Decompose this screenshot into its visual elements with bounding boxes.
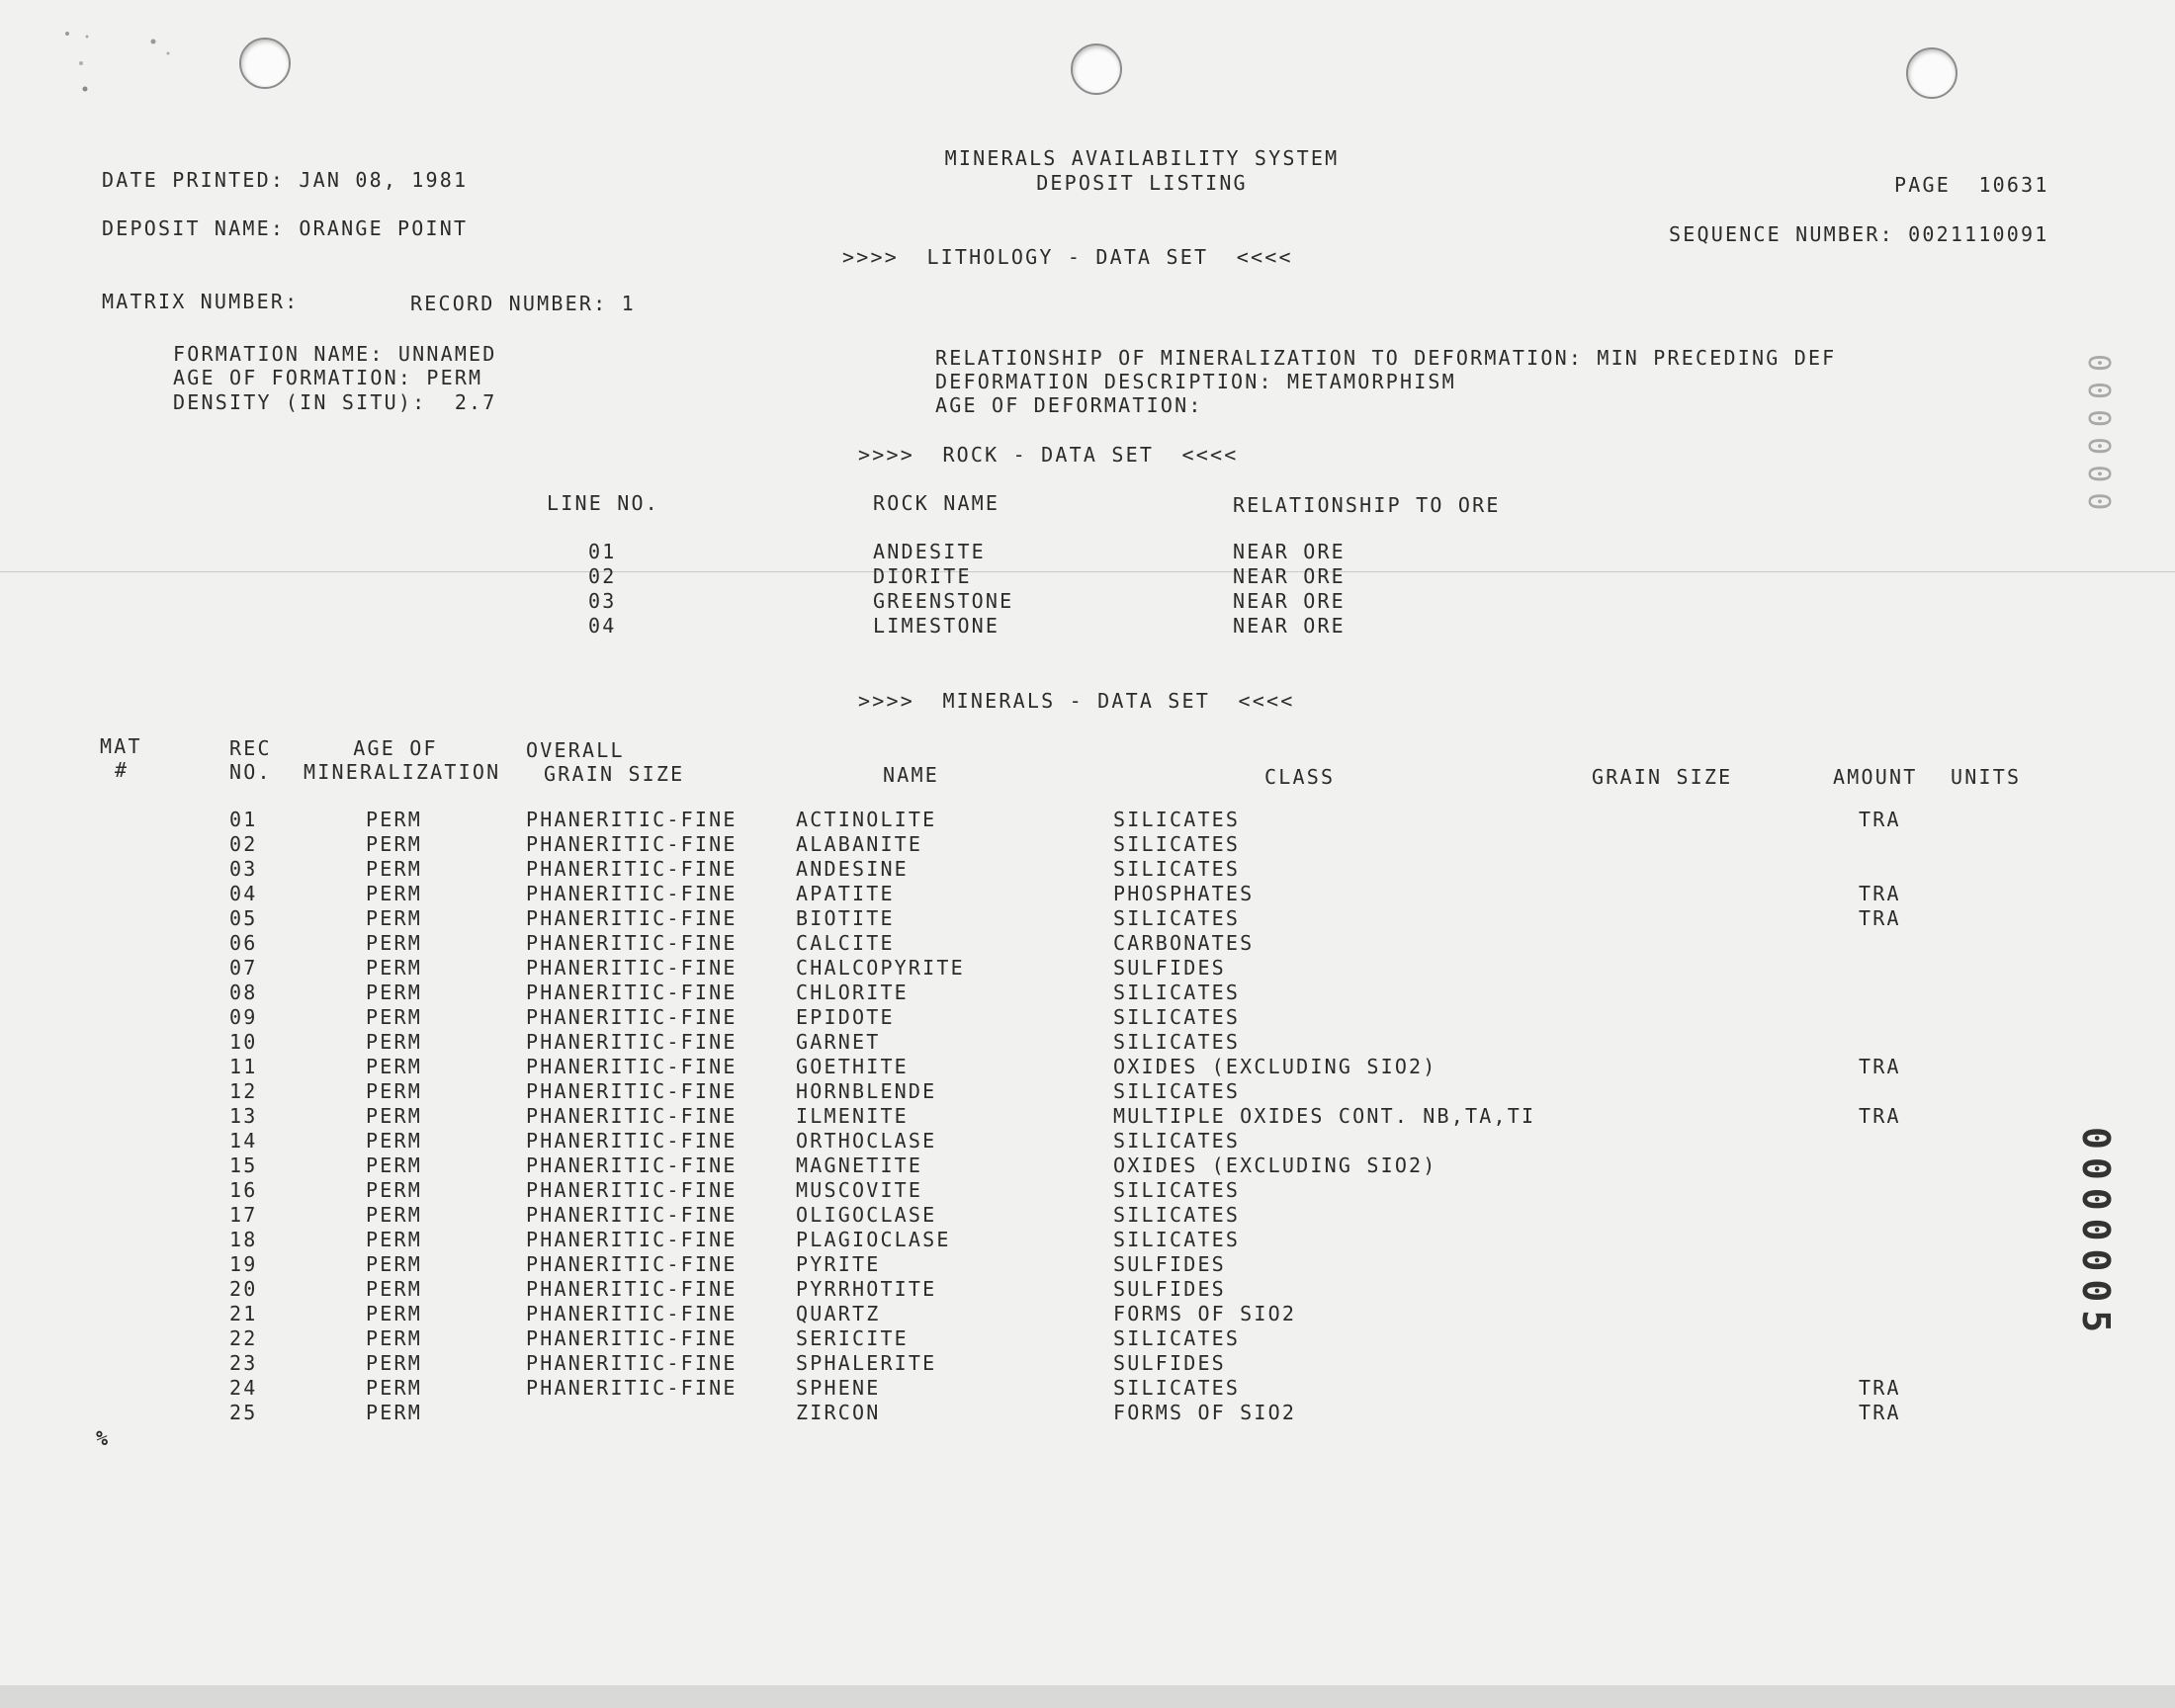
age-of-deformation: AGE OF DEFORMATION: — [935, 393, 1203, 417]
mineral-rec-no: 24 — [229, 1376, 258, 1400]
mineral-age: PERM — [366, 981, 422, 1004]
mineral-rec-no: 21 — [229, 1302, 258, 1325]
mineral-name: APATITE — [796, 882, 895, 905]
mineral-row — [0, 1153, 2175, 1178]
mineral-class: SULFIDES — [1113, 1277, 1226, 1301]
mineral-row — [0, 1228, 2175, 1252]
mineral-class: SILICATES — [1113, 981, 1241, 1004]
header-age-of: AGE OF — [353, 736, 438, 760]
rock-row — [0, 589, 2175, 614]
density: DENSITY (IN SITU): 2.7 — [173, 390, 497, 414]
mineral-class: SILICATES — [1113, 1376, 1241, 1400]
rock-header-relationship: RELATIONSHIP TO ORE — [1233, 493, 1501, 517]
mineral-age: PERM — [366, 1178, 422, 1202]
header-units: UNITS — [1951, 765, 2022, 789]
mineral-name: BIOTITE — [796, 906, 895, 930]
mineral-name: ILMENITE — [796, 1104, 909, 1128]
mineral-class: SILICATES — [1113, 1129, 1241, 1153]
header-amount: AMOUNT — [1833, 765, 1918, 789]
mineral-row — [0, 931, 2175, 956]
mineral-overall-grain: PHANERITIC-FINE — [526, 808, 738, 831]
mineral-class: OXIDES (EXCLUDING SIO2) — [1113, 1153, 1437, 1177]
rock-row — [0, 564, 2175, 589]
mineral-row — [0, 882, 2175, 906]
mineral-age: PERM — [366, 1376, 422, 1400]
mineral-row — [0, 906, 2175, 931]
mineral-overall-grain: PHANERITIC-FINE — [526, 1203, 738, 1227]
mineral-overall-grain: PHANERITIC-FINE — [526, 1005, 738, 1029]
mineral-row — [0, 1079, 2175, 1104]
mineral-overall-grain: PHANERITIC-FINE — [526, 1351, 738, 1375]
sequence-number: SEQUENCE NUMBER: 0021110091 — [1669, 222, 2049, 246]
mineral-row — [0, 1376, 2175, 1401]
mineral-rec-no: 04 — [229, 882, 258, 905]
mineral-name: ORTHOCLASE — [796, 1129, 937, 1153]
mineral-row — [0, 857, 2175, 882]
mineral-row — [0, 1252, 2175, 1277]
mineral-name: ZIRCON — [796, 1401, 881, 1424]
mineral-age: PERM — [366, 1252, 422, 1276]
mineral-overall-grain: PHANERITIC-FINE — [526, 931, 738, 955]
mineral-rec-no: 07 — [229, 956, 258, 980]
mineral-row — [0, 981, 2175, 1005]
mineral-rec-no: 16 — [229, 1178, 258, 1202]
record-number: RECORD NUMBER: 1 — [410, 292, 636, 315]
mineral-class: SILICATES — [1113, 906, 1241, 930]
minerals-section-title: >>>> MINERALS - DATA SET <<<< — [858, 689, 1295, 713]
mineral-amount: TRA — [1859, 808, 1901, 831]
mineral-name: ACTINOLITE — [796, 808, 937, 831]
mineral-age: PERM — [366, 1104, 422, 1128]
rock-header-rock-name: ROCK NAME — [873, 491, 1000, 515]
mineral-overall-grain: PHANERITIC-FINE — [526, 1129, 738, 1153]
header-class: CLASS — [1264, 765, 1336, 789]
rock-line-no: 01 — [588, 540, 617, 563]
mineral-overall-grain: PHANERITIC-FINE — [526, 1153, 738, 1177]
mineral-age: PERM — [366, 1005, 422, 1029]
mineral-name: MUSCOVITE — [796, 1178, 923, 1202]
mineral-rec-no: 22 — [229, 1326, 258, 1350]
mineral-row — [0, 1302, 2175, 1326]
mineral-overall-grain: PHANERITIC-FINE — [526, 956, 738, 980]
rock-relationship: NEAR ORE — [1233, 589, 1346, 613]
header-grain-size: GRAIN SIZE — [544, 762, 685, 786]
mineral-class: FORMS OF SIO2 — [1113, 1302, 1297, 1325]
mineral-amount: TRA — [1859, 906, 1901, 930]
mineral-rec-no: 15 — [229, 1153, 258, 1177]
header-overall: OVERALL — [526, 738, 625, 762]
film-frame-stamp-top — [2037, 354, 2120, 552]
rock-row — [0, 614, 2175, 639]
mineral-overall-grain: PHANERITIC-FINE — [526, 1055, 738, 1078]
mineral-row — [0, 832, 2175, 857]
mineral-age: PERM — [366, 832, 422, 856]
paper-specks — [59, 28, 178, 97]
mineral-age: PERM — [366, 1351, 422, 1375]
mineral-class: SILICATES — [1113, 1178, 1241, 1202]
mineral-row — [0, 1104, 2175, 1129]
mineral-name: ALABANITE — [796, 832, 923, 856]
mineral-class: SILICATES — [1113, 1326, 1241, 1350]
mineral-rec-no: 19 — [229, 1252, 258, 1276]
mineral-name: EPIDOTE — [796, 1005, 895, 1029]
mineral-class: SILICATES — [1113, 1030, 1241, 1054]
mineral-rec-no: 02 — [229, 832, 258, 856]
mineral-class: CARBONATES — [1113, 931, 1255, 955]
rock-row — [0, 540, 2175, 564]
header-grain-size-2: GRAIN SIZE — [1592, 765, 1733, 789]
mineral-age: PERM — [366, 931, 422, 955]
mineral-rec-no: 13 — [229, 1104, 258, 1128]
mineral-rec-no: 18 — [229, 1228, 258, 1251]
mineral-overall-grain: PHANERITIC-FINE — [526, 1302, 738, 1325]
mineral-name: CHLORITE — [796, 981, 909, 1004]
mineral-name: GOETHITE — [796, 1055, 909, 1078]
mineral-age: PERM — [366, 1203, 422, 1227]
mineral-row — [0, 1129, 2175, 1153]
binder-hole-center — [1071, 43, 1122, 95]
mineral-class: SILICATES — [1113, 832, 1241, 856]
mineral-name: PYRRHOTITE — [796, 1277, 937, 1301]
mineral-rec-no: 20 — [229, 1277, 258, 1301]
mineral-row — [0, 1401, 2175, 1425]
mineral-overall-grain: PHANERITIC-FINE — [526, 832, 738, 856]
mineral-row — [0, 1055, 2175, 1079]
mineral-age: PERM — [366, 1079, 422, 1103]
rock-name: DIORITE — [873, 564, 972, 588]
deposit-name: DEPOSIT NAME: ORANGE POINT — [102, 216, 469, 240]
header-rec: REC — [229, 736, 272, 760]
mineral-amount: TRA — [1859, 1376, 1901, 1400]
lithology-section-title: >>>> LITHOLOGY - DATA SET <<<< — [842, 245, 1293, 269]
rock-line-no: 02 — [588, 564, 617, 588]
mineral-overall-grain: PHANERITIC-FINE — [526, 1252, 738, 1276]
rock-header-line-no: LINE NO. — [547, 491, 659, 515]
mineral-class: FORMS OF SIO2 — [1113, 1401, 1297, 1424]
mineral-amount: TRA — [1859, 1104, 1901, 1128]
mineral-amount: TRA — [1859, 1401, 1901, 1424]
listing-title: DEPOSIT LISTING — [1036, 171, 1248, 195]
mineral-amount: TRA — [1859, 1055, 1901, 1078]
mineral-row — [0, 808, 2175, 832]
mineral-class: SILICATES — [1113, 1228, 1241, 1251]
mineral-overall-grain: PHANERITIC-FINE — [526, 857, 738, 881]
mineral-rec-no: 10 — [229, 1030, 258, 1054]
mineral-name: ANDESINE — [796, 857, 909, 881]
date-printed: DATE PRINTED: JAN 08, 1981 — [102, 168, 469, 192]
binder-hole-left — [239, 38, 291, 89]
mineral-rec-no: 23 — [229, 1351, 258, 1375]
mineral-name: PLAGIOCLASE — [796, 1228, 951, 1251]
mineral-row — [0, 1326, 2175, 1351]
mineral-age: PERM — [366, 1153, 422, 1177]
mineral-class: SULFIDES — [1113, 1252, 1226, 1276]
header-mineralization: MINERALIZATION — [304, 760, 501, 784]
mineral-rec-no: 17 — [229, 1203, 258, 1227]
mineral-age: PERM — [366, 1030, 422, 1054]
mineral-age: PERM — [366, 1401, 422, 1424]
mineral-name: HORNBLENDE — [796, 1079, 937, 1103]
mineral-rec-no: 12 — [229, 1079, 258, 1103]
mineral-rec-no: 08 — [229, 981, 258, 1004]
mineral-overall-grain: PHANERITIC-FINE — [526, 1030, 738, 1054]
mineral-class: SILICATES — [1113, 808, 1241, 831]
mineral-rec-no: 25 — [229, 1401, 258, 1424]
mineral-age: PERM — [366, 956, 422, 980]
mineral-class: OXIDES (EXCLUDING SIO2) — [1113, 1055, 1437, 1078]
stamp-bottom-digits: 0000005 — [2074, 1127, 2118, 1341]
mineral-age: PERM — [366, 1055, 422, 1078]
mineral-row — [0, 1277, 2175, 1302]
header-mat-hash: # — [115, 758, 130, 782]
rock-name: GREENSTONE — [873, 589, 1014, 613]
mineral-age: PERM — [366, 1228, 422, 1251]
rock-section-title: >>>> ROCK - DATA SET <<<< — [858, 443, 1239, 467]
mineral-name: SPHALERITE — [796, 1351, 937, 1375]
mineral-overall-grain: PHANERITIC-FINE — [526, 906, 738, 930]
mineral-rec-no: 14 — [229, 1129, 258, 1153]
mineral-class: SILICATES — [1113, 1005, 1241, 1029]
rock-relationship: NEAR ORE — [1233, 540, 1346, 563]
mineral-age: PERM — [366, 857, 422, 881]
matrix-number: MATRIX NUMBER: — [102, 290, 300, 313]
mineral-class: SILICATES — [1113, 1203, 1241, 1227]
stamp-top-digits: 000000 — [2081, 354, 2116, 521]
mineral-class: SULFIDES — [1113, 956, 1226, 980]
mineral-row — [0, 1005, 2175, 1030]
mineral-class: SILICATES — [1113, 857, 1241, 881]
mineral-rec-no: 05 — [229, 906, 258, 930]
formation-name: FORMATION NAME: UNNAMED — [173, 342, 497, 366]
mineral-row — [0, 956, 2175, 981]
mineralization-deformation-relationship: RELATIONSHIP OF MINERALIZATION TO DEFORMATION: MIN PRECEDING DEF — [935, 346, 1837, 370]
header-mat: MAT — [100, 734, 142, 758]
mineral-name: CHALCOPYRITE — [796, 956, 965, 980]
mineral-overall-grain: PHANERITIC-FINE — [526, 1104, 738, 1128]
mineral-age: PERM — [366, 1129, 422, 1153]
rock-name: ANDESITE — [873, 540, 986, 563]
mineral-name: OLIGOCLASE — [796, 1203, 937, 1227]
mineral-overall-grain: PHANERITIC-FINE — [526, 1178, 738, 1202]
mineral-rec-no: 06 — [229, 931, 258, 955]
mineral-rec-no: 09 — [229, 1005, 258, 1029]
rock-name: LIMESTONE — [873, 614, 1000, 638]
header-name: NAME — [883, 763, 939, 787]
mineral-row — [0, 1178, 2175, 1203]
header-rec-no: NO. — [229, 760, 272, 784]
rock-line-no: 04 — [588, 614, 617, 638]
mineral-name: SPHENE — [796, 1376, 881, 1400]
mineral-name: CALCITE — [796, 931, 895, 955]
mineral-overall-grain: PHANERITIC-FINE — [526, 1277, 738, 1301]
mineral-row — [0, 1203, 2175, 1228]
mineral-class: SULFIDES — [1113, 1351, 1226, 1375]
mineral-age: PERM — [366, 1326, 422, 1350]
mineral-amount: TRA — [1859, 882, 1901, 905]
mineral-name: GARNET — [796, 1030, 881, 1054]
mineral-class: PHOSPHATES — [1113, 882, 1255, 905]
mineral-overall-grain: PHANERITIC-FINE — [526, 1376, 738, 1400]
mineral-overall-grain: PHANERITIC-FINE — [526, 1228, 738, 1251]
scanner-edge-strip — [0, 1685, 2175, 1708]
mineral-name: SERICITE — [796, 1326, 909, 1350]
mineral-row — [0, 1030, 2175, 1055]
mineral-age: PERM — [366, 906, 422, 930]
binder-hole-right — [1906, 47, 1958, 99]
rock-relationship: NEAR ORE — [1233, 614, 1346, 638]
mineral-age: PERM — [366, 808, 422, 831]
page-number: PAGE 10631 — [1894, 173, 2049, 197]
system-title: MINERALS AVAILABILITY SYSTEM — [944, 146, 1340, 170]
mineral-age: PERM — [366, 882, 422, 905]
rock-relationship: NEAR ORE — [1233, 564, 1346, 588]
mineral-name: QUARTZ — [796, 1302, 881, 1325]
mineral-age: PERM — [366, 1277, 422, 1301]
mineral-row — [0, 1351, 2175, 1376]
mineral-rec-no: 11 — [229, 1055, 258, 1078]
mineral-overall-grain: PHANERITIC-FINE — [526, 1079, 738, 1103]
mineral-overall-grain: PHANERITIC-FINE — [526, 882, 738, 905]
mineral-name: MAGNETITE — [796, 1153, 923, 1177]
mineral-overall-grain: PHANERITIC-FINE — [526, 981, 738, 1004]
film-frame-stamp-bottom — [2037, 1127, 2120, 1344]
mineral-rec-no: 03 — [229, 857, 258, 881]
mineral-rec-no: 01 — [229, 808, 258, 831]
deformation-description: DEFORMATION DESCRIPTION: METAMORPHISM — [935, 370, 1456, 393]
rock-line-no: 03 — [588, 589, 617, 613]
mineral-age: PERM — [366, 1302, 422, 1325]
mineral-name: PYRITE — [796, 1252, 881, 1276]
age-of-formation: AGE OF FORMATION: PERM — [173, 366, 483, 389]
mineral-class: SILICATES — [1113, 1079, 1241, 1103]
mineral-overall-grain: PHANERITIC-FINE — [526, 1326, 738, 1350]
footer-percent-mark: % — [96, 1426, 111, 1450]
mineral-class: MULTIPLE OXIDES CONT. NB,TA,TI — [1113, 1104, 1536, 1128]
